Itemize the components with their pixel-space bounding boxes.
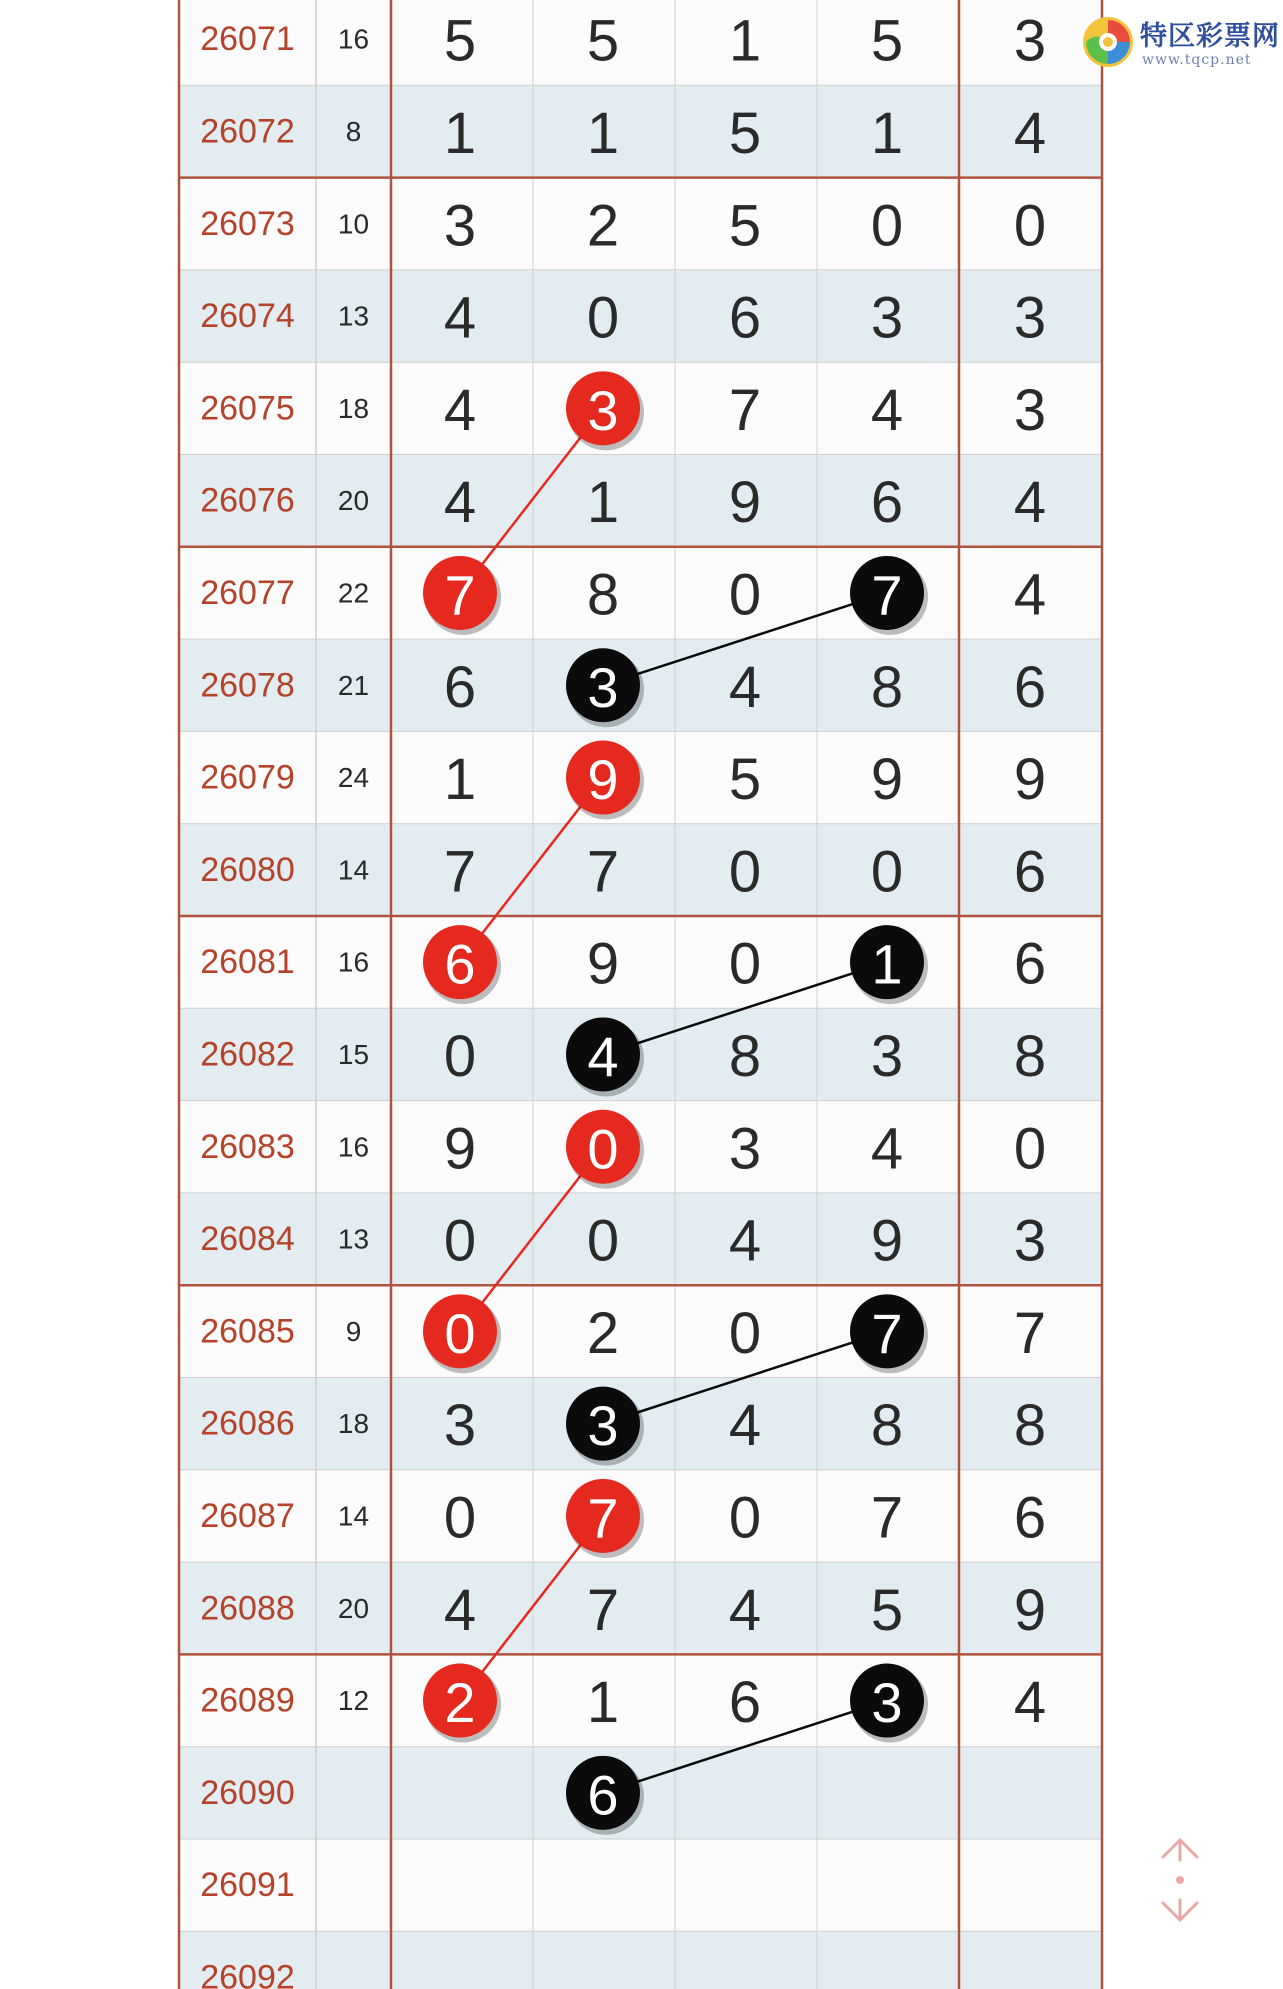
scroll-up-down-control[interactable]: [1155, 1835, 1205, 1925]
digit-cell: 0: [1013, 193, 1047, 259]
table-row-background: [179, 1654, 1102, 1746]
ball-digit: 6: [587, 1763, 619, 1827]
watermark-site-name: 特区彩票网: [1140, 21, 1280, 52]
digit-cell: 0: [728, 931, 762, 997]
table-row-background: [179, 270, 1102, 362]
table-row-background: [179, 1839, 1102, 1931]
digit-cell: 0: [586, 1208, 620, 1274]
issue-number: 26080: [200, 850, 295, 889]
issue-number: 26087: [200, 1496, 295, 1535]
digit-cell: 8: [728, 1023, 762, 1089]
ball-digit: 6: [444, 932, 476, 996]
digit-cell: 7: [586, 1577, 620, 1643]
ball-digit: 3: [587, 655, 619, 719]
issue-number: 26074: [200, 297, 295, 336]
digit-sum: 14: [337, 854, 370, 886]
digit-sum: 13: [337, 300, 370, 332]
issue-number: 26092: [200, 1958, 295, 1989]
digit-cell: 0: [870, 839, 904, 905]
digit-cell: 4: [728, 1208, 762, 1274]
digit-cell: 1: [443, 100, 477, 166]
ball-digit: 3: [587, 378, 619, 442]
digit-cell: 5: [870, 1577, 904, 1643]
digit-cell: 7: [870, 1485, 904, 1551]
digit-cell: 5: [443, 8, 477, 74]
digit-cell: 0: [1013, 1116, 1047, 1182]
issue-number: 26079: [200, 758, 295, 797]
digit-cell: 3: [1013, 1208, 1047, 1274]
issue-number: 26081: [200, 943, 295, 982]
digit-cell: 8: [870, 1393, 904, 1459]
digit-sum: 12: [337, 1685, 370, 1717]
digit-cell: 3: [1013, 285, 1047, 351]
ball-digit: 7: [871, 1301, 903, 1365]
digit-sum: 14: [337, 1500, 370, 1532]
digit-cell: 4: [443, 1577, 477, 1643]
ball-digit: 2: [444, 1671, 476, 1735]
digit-cell: 4: [870, 1116, 904, 1182]
swirl-logo-icon: [1080, 14, 1136, 70]
digit-sum: 24: [337, 762, 370, 794]
digit-cell: 4: [728, 1393, 762, 1459]
digit-cell: 2: [586, 1300, 620, 1366]
table-row-background: [179, 85, 1102, 177]
table-row-background: [179, 1562, 1102, 1654]
digit-cell: 9: [1013, 747, 1047, 813]
table-row-background: [179, 0, 1102, 85]
table-row-background: [179, 1931, 1102, 1989]
table-row-background: [179, 824, 1102, 916]
digit-cell: 4: [728, 1577, 762, 1643]
digit-cell: 7: [443, 839, 477, 905]
digit-cell: 4: [728, 654, 762, 720]
digit-cell: 0: [728, 1485, 762, 1551]
issue-number: 26090: [200, 1773, 295, 1812]
issue-number: 26085: [200, 1312, 295, 1351]
issue-number: 26075: [200, 389, 295, 428]
table-row-background: [179, 1193, 1102, 1285]
digit-sum: 22: [337, 577, 370, 609]
issue-number: 26072: [200, 112, 295, 151]
digit-sum: 9: [345, 1315, 362, 1347]
digit-cell: 3: [870, 1023, 904, 1089]
digit-cell: 5: [586, 8, 620, 74]
issue-number: 26071: [200, 20, 295, 59]
digit-cell: 9: [586, 931, 620, 997]
digit-cell: 6: [1013, 654, 1047, 720]
digit-cell: 4: [443, 377, 477, 443]
digit-cell: 4: [1013, 100, 1047, 166]
digit-cell: 9: [870, 1208, 904, 1274]
ball-digit: 7: [871, 563, 903, 627]
digit-sum: 16: [337, 23, 370, 55]
digit-cell: 1: [586, 100, 620, 166]
digit-cell: 2: [586, 193, 620, 259]
issue-number: 26076: [200, 481, 295, 520]
digit-cell: 3: [870, 285, 904, 351]
digit-cell: 1: [870, 100, 904, 166]
digit-sum: 21: [337, 669, 370, 701]
digit-cell: 6: [728, 1670, 762, 1736]
digit-sum: 16: [337, 946, 370, 978]
digit-cell: 5: [728, 100, 762, 166]
ball-digit: 1: [871, 932, 903, 996]
digit-cell: 9: [728, 470, 762, 536]
digit-cell: 0: [728, 562, 762, 628]
digit-cell: 0: [586, 285, 620, 351]
digit-cell: 3: [443, 1393, 477, 1459]
table-row-background: [179, 455, 1102, 547]
digit-cell: 3: [1013, 377, 1047, 443]
digit-cell: 6: [1013, 1485, 1047, 1551]
watermark-url: www.tqcp.net: [1142, 52, 1252, 68]
digit-cell: 3: [443, 193, 477, 259]
digit-cell: 0: [728, 1300, 762, 1366]
digit-sum: 20: [337, 485, 370, 517]
digit-cell: 8: [870, 654, 904, 720]
digit-cell: 5: [870, 8, 904, 74]
issue-number: 26091: [200, 1866, 295, 1905]
ball-digit: 7: [587, 1486, 619, 1550]
ball-digit: 0: [444, 1301, 476, 1365]
digit-cell: 8: [1013, 1393, 1047, 1459]
digit-cell: 7: [728, 377, 762, 443]
digit-cell: 0: [443, 1485, 477, 1551]
digit-cell: 8: [586, 562, 620, 628]
digit-cell: 6: [1013, 839, 1047, 905]
digit-cell: 4: [443, 285, 477, 351]
digit-cell: 4: [870, 377, 904, 443]
issue-number: 26088: [200, 1589, 295, 1628]
ball-digit: 3: [871, 1671, 903, 1735]
digit-cell: 6: [1013, 931, 1047, 997]
digit-sum: 8: [345, 115, 362, 147]
digit-cell: 6: [443, 654, 477, 720]
watermark: [1080, 12, 1280, 76]
ball-digit: 4: [587, 1024, 619, 1088]
table-row-background: [179, 178, 1102, 270]
digit-sum: 10: [337, 208, 370, 240]
digit-sum: 20: [337, 1592, 370, 1624]
issue-number: 26077: [200, 573, 295, 612]
digit-sum: 15: [337, 1038, 370, 1070]
ball-digit: 3: [587, 1394, 619, 1458]
ball-digit: 0: [587, 1117, 619, 1181]
digit-cell: 7: [586, 839, 620, 905]
digit-cell: 9: [443, 1116, 477, 1182]
digit-cell: 4: [1013, 562, 1047, 628]
up-down-scroll-icon: [1155, 1835, 1205, 1925]
digit-cell: 6: [870, 470, 904, 536]
issue-number: 26082: [200, 1035, 295, 1074]
digit-cell: 6: [728, 285, 762, 351]
issue-number: 26073: [200, 204, 295, 243]
digit-sum: 18: [337, 392, 370, 424]
table-row-background: [179, 547, 1102, 639]
digit-cell: 0: [870, 193, 904, 259]
digit-cell: 5: [728, 747, 762, 813]
digit-cell: 8: [1013, 1023, 1047, 1089]
digit-cell: 9: [870, 747, 904, 813]
digit-cell: 1: [728, 8, 762, 74]
digit-sum: 16: [337, 1131, 370, 1163]
digit-cell: 7: [1013, 1300, 1047, 1366]
digit-cell: 9: [1013, 1577, 1047, 1643]
digit-cell: 4: [1013, 470, 1047, 536]
issue-number: 26084: [200, 1220, 295, 1259]
table-row-background: [179, 1285, 1102, 1377]
issue-number: 26089: [200, 1681, 295, 1720]
table-row-background: [179, 916, 1102, 1008]
digit-cell: 4: [443, 470, 477, 536]
digit-cell: 5: [728, 193, 762, 259]
digit-cell: 0: [443, 1208, 477, 1274]
issue-number: 26083: [200, 1127, 295, 1166]
digit-cell: 1: [586, 470, 620, 536]
digit-cell: 4: [1013, 1670, 1047, 1736]
digit-cell: 3: [1013, 8, 1047, 74]
ball-digit: 9: [587, 748, 619, 812]
digit-cell: 1: [443, 747, 477, 813]
digit-cell: 0: [728, 839, 762, 905]
issue-number: 26086: [200, 1404, 295, 1443]
digit-cell: 0: [443, 1023, 477, 1089]
issue-number: 26078: [200, 666, 295, 705]
digit-cell: 1: [586, 1670, 620, 1736]
ball-digit: 7: [444, 563, 476, 627]
digit-cell: 3: [728, 1116, 762, 1182]
digit-sum: 18: [337, 1408, 370, 1440]
digit-sum: 13: [337, 1223, 370, 1255]
